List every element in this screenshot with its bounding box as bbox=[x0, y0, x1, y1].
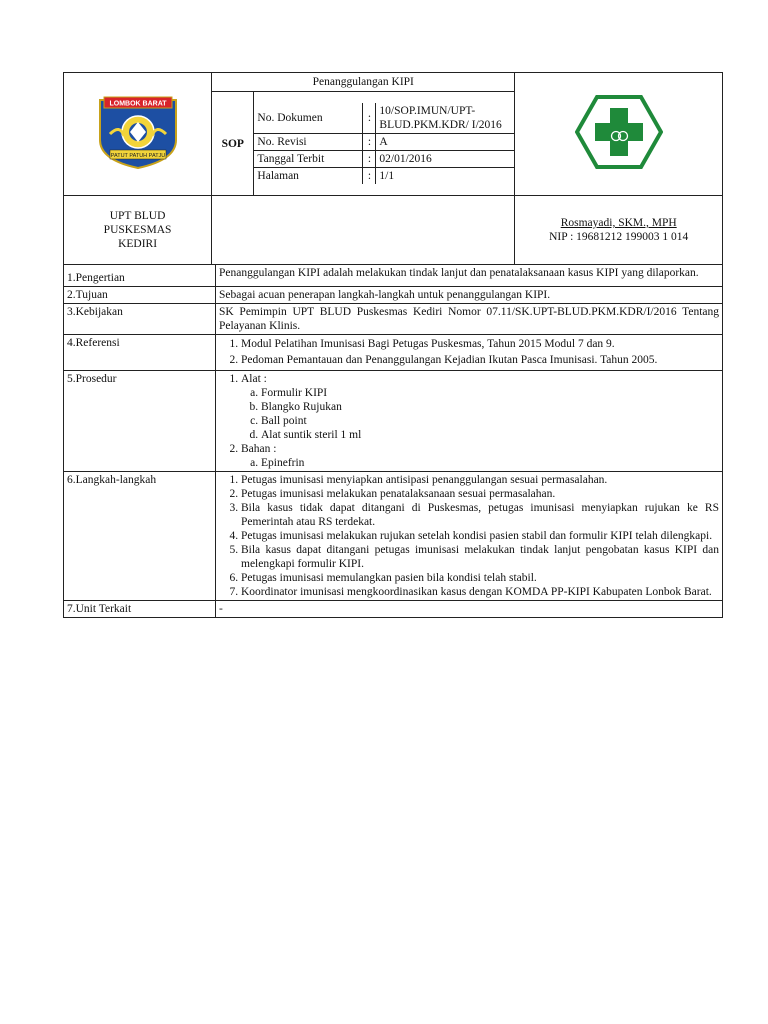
blank-cell bbox=[212, 196, 515, 265]
section-label: 3.Kebijakan bbox=[64, 304, 216, 335]
list-item: a. Formulir KIPI bbox=[261, 386, 719, 400]
puskesmas-logo-cell bbox=[515, 73, 723, 196]
info-label: No. Revisi bbox=[254, 134, 363, 151]
tujuan-text: Sebagai acuan penerapan langkah-langkah untuk penanggulangan KIPI. bbox=[216, 287, 723, 304]
info-colon: : bbox=[363, 168, 376, 185]
list-item: 5. Bila kasus dapat ditangani petugas imunisasi melakukan tindak lanjut pengobatan kasus KIPI dan melengkapi formulir KIPI. bbox=[241, 543, 719, 571]
section-label: 7.Unit Terkait bbox=[64, 601, 216, 618]
kebijakan-text: SK Pemimpin UPT BLUD Puskesmas Kediri Nomor 07.11/SK.UPT-BLUD.PKM.KDR/I/2016 Tentang Pelayanan Klinis. bbox=[216, 304, 723, 335]
list-item bbox=[241, 372, 719, 442]
prosedur-list bbox=[219, 372, 719, 470]
list-item bbox=[241, 442, 719, 470]
revision-value: A bbox=[376, 134, 514, 151]
info-label: Tanggal Terbit bbox=[254, 151, 363, 168]
issue-date-value: 02/01/2016 bbox=[376, 151, 514, 168]
section-label: 6.Langkah-langkah bbox=[64, 472, 216, 601]
list-item: 2. Pedoman Pemantauan dan Penanggulangan Kejadian Ikutan Pasca Imunisasi. Tahun 2005. bbox=[241, 352, 719, 368]
sop-label: SOP bbox=[212, 92, 254, 196]
sop-content-table bbox=[63, 265, 723, 618]
signatory-name: Rosmayadi, SKM., MPH bbox=[560, 217, 677, 229]
info-label: Halaman bbox=[254, 168, 363, 185]
list-item: 3. Bila kasus tidak dapat ditangani di Puskesmas, petugas imunisasi menyiapkan rujukan ke RS Pemerintah atau RS terdekat. bbox=[241, 501, 719, 529]
langkah-list-cell bbox=[216, 472, 723, 601]
list-item: 2. Petugas imunisasi melakukan penatalaksanaan sesuai permasalahan. bbox=[241, 487, 719, 501]
list-item: 1. Modul Pelatihan Imunisasi Bagi Petugas Puskesmas, Tahun 2015 Modul 7 dan 9. bbox=[241, 336, 719, 352]
info-colon: : bbox=[363, 151, 376, 168]
bahan-list bbox=[241, 456, 719, 470]
sop-document bbox=[63, 72, 723, 618]
signatory-block bbox=[515, 196, 723, 265]
lombok-barat-logo-cell bbox=[64, 73, 212, 196]
referensi-list-cell bbox=[216, 335, 723, 371]
document-info-table bbox=[254, 103, 514, 184]
langkah-list bbox=[219, 473, 719, 599]
info-colon: : bbox=[363, 103, 376, 134]
list-item: 6. Petugas imunisasi memulangkan pasien bila kondisi telah stabil. bbox=[241, 571, 719, 585]
puskesmas-cross-icon bbox=[575, 94, 663, 170]
list-item: d. Alat suntik steril 1 ml bbox=[261, 428, 719, 442]
unit-terkait-text: - bbox=[216, 601, 723, 618]
svg-text:LOMBOK BARAT: LOMBOK BARAT bbox=[109, 100, 167, 108]
org-line: KEDIRI bbox=[118, 238, 158, 250]
list-item: 1. Petugas imunisasi menyiapkan antisipasi penanggulangan sesuai permasalahan. bbox=[241, 473, 719, 487]
org-line: PUSKESMAS bbox=[103, 224, 172, 236]
alat-label: Alat : bbox=[241, 373, 267, 385]
list-item: c. Ball point bbox=[261, 414, 719, 428]
section-label: 1.Pengertian bbox=[64, 265, 216, 287]
referensi-list bbox=[219, 336, 719, 368]
bahan-label: Bahan : bbox=[241, 443, 277, 455]
svg-text:PATUT PATUH PATJU: PATUT PATUH PATJU bbox=[110, 153, 165, 159]
info-label: No. Dokumen bbox=[254, 103, 363, 134]
organization-name bbox=[64, 196, 212, 265]
lombok-barat-emblem-icon bbox=[96, 94, 180, 170]
pengertian-text: Penanggulangan KIPI adalah melakukan tindak lanjut dan penatalaksanaan kasus KIPI yang dilaporkan. bbox=[216, 265, 723, 287]
info-colon: : bbox=[363, 134, 376, 151]
prosedur-list-cell bbox=[216, 371, 723, 472]
org-line: UPT BLUD bbox=[109, 210, 166, 222]
section-label: 5.Prosedur bbox=[64, 371, 216, 472]
signatory-nip: NIP : 19681212 199003 1 014 bbox=[549, 231, 689, 243]
document-title: Penanggulangan KIPI bbox=[212, 73, 515, 92]
list-item: 4. Petugas imunisasi melakukan rujukan setelah kondisi pasien stabil dan formulir KIPI telah dilengkapi. bbox=[241, 529, 719, 543]
document-info-cell bbox=[254, 92, 515, 196]
sop-header-table bbox=[63, 72, 723, 265]
list-item: a. Epinefrin bbox=[261, 456, 719, 470]
section-label: 4.Referensi bbox=[64, 335, 216, 371]
page-value: 1/1 bbox=[376, 168, 514, 185]
alat-list bbox=[241, 386, 719, 442]
document-number-value: 10/SOP.IMUN/UPT-BLUD.PKM.KDR/ I/2016 bbox=[376, 103, 514, 134]
section-label: 2.Tujuan bbox=[64, 287, 216, 304]
list-item: b. Blangko Rujukan bbox=[261, 400, 719, 414]
list-item: 7. Koordinator imunisasi mengkoordinasikan kasus dengan KOMDA PP-KIPI Kabupaten Lonbok Barat. bbox=[241, 585, 719, 599]
